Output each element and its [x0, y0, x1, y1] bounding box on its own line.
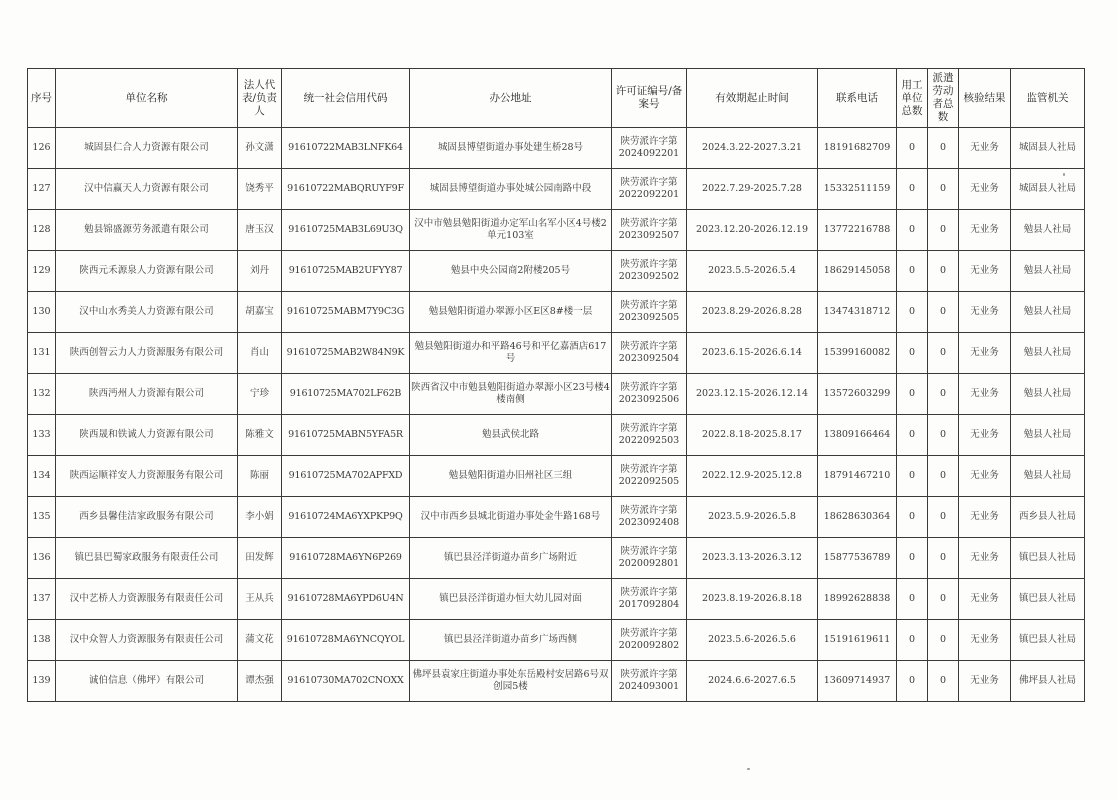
cell-validity: 2023.12.15-2026.12.14: [687, 374, 818, 415]
table-body: [28, 128, 1085, 702]
cell-license: 陕劳派许字第2023092506: [612, 374, 687, 415]
cell-phone: 18628630364: [818, 497, 897, 538]
cell-inspection: 无业务: [959, 456, 1011, 497]
cell-phone: 13772216788: [818, 210, 897, 251]
cell-dispatched-total: 0: [928, 210, 959, 251]
cell-inspection: 无业务: [959, 292, 1011, 333]
cell-legal-rep: 陈雅文: [238, 415, 282, 456]
cell-inspection: 无业务: [959, 374, 1011, 415]
cell-employer-total: 0: [897, 497, 928, 538]
cell-inspection: 无业务: [959, 210, 1011, 251]
cell-seq: 131: [28, 333, 56, 374]
cell-authority: 勉县人社局: [1011, 374, 1085, 415]
cell-phone: 15399160082: [818, 333, 897, 374]
cell-license: 陕劳派许字第2023092504: [612, 333, 687, 374]
cell-license: 陕劳派许字第2023092505: [612, 292, 687, 333]
table-row: [28, 251, 1085, 292]
cell-license: 陕劳派许字第2023092408: [612, 497, 687, 538]
header-seq: 序号: [28, 69, 56, 128]
cell-company: 汉中艺桥人力资源服务有限责任公司: [56, 579, 238, 620]
cell-company: 汉中山水秀美人力资源有限公司: [56, 292, 238, 333]
cell-license: 陕劳派许字第2023092507: [612, 210, 687, 251]
cell-employer-total: 0: [897, 456, 928, 497]
header-employer-total: 用工单位总数: [897, 69, 928, 128]
cell-license: 陕劳派许字第2024093001: [612, 661, 687, 702]
cell-validity: 2022.8.18-2025.8.17: [687, 415, 818, 456]
cell-legal-rep: 陈丽: [238, 456, 282, 497]
cell-address: 勉县勉阳街道办和平路46号和平亿嘉酒店617号: [410, 333, 612, 374]
cell-dispatched-total: 0: [928, 497, 959, 538]
cell-inspection: 无业务: [959, 661, 1011, 702]
cell-phone: 13609714937: [818, 661, 897, 702]
cell-dispatched-total: 0: [928, 374, 959, 415]
cell-inspection: 无业务: [959, 538, 1011, 579]
cell-seq: 126: [28, 128, 56, 169]
cell-legal-rep: 饶秀平: [238, 169, 282, 210]
cell-seq: 133: [28, 415, 56, 456]
cell-seq: 127: [28, 169, 56, 210]
cell-address: 城固县博望街道办事处城公园南路中段: [410, 169, 612, 210]
table-row: [28, 374, 1085, 415]
cell-license: 陕劳派许字第2017092804: [612, 579, 687, 620]
cell-inspection: 无业务: [959, 333, 1011, 374]
cell-address: 汉中市西乡县城北街道办事处金牛路168号: [410, 497, 612, 538]
cell-employer-total: 0: [897, 538, 928, 579]
cell-legal-rep: 刘丹: [238, 251, 282, 292]
cell-validity: 2023.5.5-2026.5.4: [687, 251, 818, 292]
table-header-row: [28, 69, 1085, 128]
cell-address: 勉县勉阳街道办旧州社区三组: [410, 456, 612, 497]
cell-legal-rep: 唐玉汉: [238, 210, 282, 251]
dispatch-registry-table: [27, 68, 1085, 702]
cell-validity: 2023.6.15-2026.6.14: [687, 333, 818, 374]
cell-license: 陕劳派许字第2024092201: [612, 128, 687, 169]
cell-company: 汉中众智人力资源服务有限责任公司: [56, 620, 238, 661]
cell-authority: 勉县人社局: [1011, 251, 1085, 292]
cell-phone: 15877536789: [818, 538, 897, 579]
cell-authority: 镇巴县人社局: [1011, 538, 1085, 579]
cell-inspection: 无业务: [959, 415, 1011, 456]
cell-address: 陕西省汉中市勉县勉阳街道办翠源小区23号楼4楼南侧: [410, 374, 612, 415]
table-row: [28, 333, 1085, 374]
table-row: [28, 128, 1085, 169]
cell-employer-total: 0: [897, 251, 928, 292]
cell-company: 陕西运顺祥安人力资源服务有限公司: [56, 456, 238, 497]
cell-license: 陕劳派许字第2020092802: [612, 620, 687, 661]
cell-phone: 18791467210: [818, 456, 897, 497]
cell-validity: 2022.7.29-2025.7.28: [687, 169, 818, 210]
header-authority: 监管机关: [1011, 69, 1085, 128]
cell-employer-total: 0: [897, 292, 928, 333]
cell-authority: 镇巴县人社局: [1011, 579, 1085, 620]
cell-legal-rep: 孙文潇: [238, 128, 282, 169]
cell-credit-code: 91610730MA702CNOXX: [282, 661, 410, 702]
cell-address: 勉县武侯北路: [410, 415, 612, 456]
cell-license: 陕劳派许字第2023092502: [612, 251, 687, 292]
cell-phone: 18629145058: [818, 251, 897, 292]
cell-validity: 2023.8.29-2026.8.28: [687, 292, 818, 333]
cell-dispatched-total: 0: [928, 538, 959, 579]
header-phone: 联系电话: [818, 69, 897, 128]
cell-seq: 128: [28, 210, 56, 251]
cell-credit-code: 91610725MAB2W84N9K: [282, 333, 410, 374]
cell-address: 城固县博望街道办事处建生桥28号: [410, 128, 612, 169]
cell-inspection: 无业务: [959, 169, 1011, 210]
cell-authority: 西乡县人社局: [1011, 497, 1085, 538]
cell-credit-code: 91610725MA702LF62B: [282, 374, 410, 415]
cell-phone: 13809166464: [818, 415, 897, 456]
cell-license: 陕劳派许字第2022092505: [612, 456, 687, 497]
table-row: [28, 292, 1085, 333]
table-row: [28, 415, 1085, 456]
cell-employer-total: 0: [897, 620, 928, 661]
cell-phone: 15191619611: [818, 620, 897, 661]
cell-company: 陕西元禾源泉人力资源有限公司: [56, 251, 238, 292]
header-license: 许可证编号/备案号: [612, 69, 687, 128]
table-row: [28, 579, 1085, 620]
cell-company: 西乡县馨佳洁家政服务有限公司: [56, 497, 238, 538]
scan-speck: [1063, 173, 1065, 176]
cell-seq: 139: [28, 661, 56, 702]
cell-employer-total: 0: [897, 579, 928, 620]
cell-employer-total: 0: [897, 661, 928, 702]
cell-dispatched-total: 0: [928, 292, 959, 333]
cell-seq: 129: [28, 251, 56, 292]
cell-phone: 13474318712: [818, 292, 897, 333]
cell-inspection: 无业务: [959, 579, 1011, 620]
scan-speck: [747, 768, 750, 770]
cell-employer-total: 0: [897, 415, 928, 456]
cell-address: 佛坪县袁家庄街道办事处东岳殿村安居路6号双创园5楼: [410, 661, 612, 702]
cell-inspection: 无业务: [959, 128, 1011, 169]
cell-validity: 2022.12.9-2025.12.8: [687, 456, 818, 497]
cell-seq: 135: [28, 497, 56, 538]
cell-authority: 镇巴县人社局: [1011, 620, 1085, 661]
cell-license: 陕劳派许字第2022092201: [612, 169, 687, 210]
cell-validity: 2024.3.22-2027.3.21: [687, 128, 818, 169]
cell-inspection: 无业务: [959, 251, 1011, 292]
cell-employer-total: 0: [897, 333, 928, 374]
cell-employer-total: 0: [897, 210, 928, 251]
cell-seq: 136: [28, 538, 56, 579]
cell-dispatched-total: 0: [928, 169, 959, 210]
cell-company: 城固县仁合人力资源有限公司: [56, 128, 238, 169]
cell-company: 镇巴县巴蜀家政服务有限责任公司: [56, 538, 238, 579]
cell-license: 陕劳派许字第2022092503: [612, 415, 687, 456]
cell-phone: 18992628838: [818, 579, 897, 620]
cell-seq: 132: [28, 374, 56, 415]
cell-legal-rep: 蒲文花: [238, 620, 282, 661]
cell-credit-code: 91610724MA6YXPKP9Q: [282, 497, 410, 538]
cell-authority: 勉县人社局: [1011, 456, 1085, 497]
cell-credit-code: 91610725MAB3L69U3Q: [282, 210, 410, 251]
table-row: [28, 169, 1085, 210]
cell-company: 诚伯信息（佛坪）有限公司: [56, 661, 238, 702]
cell-credit-code: 91610725MABN5YFA5R: [282, 415, 410, 456]
cell-credit-code: 91610728MA6YPD6U4N: [282, 579, 410, 620]
cell-seq: 138: [28, 620, 56, 661]
header-address: 办公地址: [410, 69, 612, 128]
cell-validity: 2023.3.13-2026.3.12: [687, 538, 818, 579]
cell-credit-code: 91610728MA6YN6P269: [282, 538, 410, 579]
cell-company: 陕西晟和铁诚人力资源有限公司: [56, 415, 238, 456]
cell-dispatched-total: 0: [928, 415, 959, 456]
cell-legal-rep: 肖山: [238, 333, 282, 374]
cell-validity: 2023.8.19-2026.8.18: [687, 579, 818, 620]
cell-legal-rep: 王从兵: [238, 579, 282, 620]
cell-authority: 勉县人社局: [1011, 210, 1085, 251]
cell-inspection: 无业务: [959, 497, 1011, 538]
cell-authority: 勉县人社局: [1011, 333, 1085, 374]
cell-dispatched-total: 0: [928, 620, 959, 661]
cell-seq: 137: [28, 579, 56, 620]
cell-dispatched-total: 0: [928, 661, 959, 702]
cell-dispatched-total: 0: [928, 579, 959, 620]
cell-authority: 勉县人社局: [1011, 415, 1085, 456]
cell-dispatched-total: 0: [928, 333, 959, 374]
cell-inspection: 无业务: [959, 620, 1011, 661]
cell-legal-rep: 谭杰强: [238, 661, 282, 702]
cell-credit-code: 91610725MABM7Y9C3G: [282, 292, 410, 333]
table-row: [28, 538, 1085, 579]
cell-credit-code: 91610722MAB3LNFK64: [282, 128, 410, 169]
table-row: [28, 210, 1085, 251]
table-row: [28, 661, 1085, 702]
cell-company: 汉中信赢天人力资源有限公司: [56, 169, 238, 210]
table-row: [28, 497, 1085, 538]
cell-legal-rep: 田发辉: [238, 538, 282, 579]
cell-dispatched-total: 0: [928, 251, 959, 292]
cell-dispatched-total: 0: [928, 456, 959, 497]
cell-dispatched-total: 0: [928, 128, 959, 169]
cell-legal-rep: 胡嘉宝: [238, 292, 282, 333]
cell-employer-total: 0: [897, 128, 928, 169]
cell-address: 勉县中央公园商2附楼205号: [410, 251, 612, 292]
cell-legal-rep: 李小娟: [238, 497, 282, 538]
cell-credit-code: 91610728MA6YNCQYOL: [282, 620, 410, 661]
cell-seq: 134: [28, 456, 56, 497]
cell-validity: 2024.6.6-2027.6.5: [687, 661, 818, 702]
cell-validity: 2023.5.9-2026.5.8: [687, 497, 818, 538]
cell-authority: 城固县人社局: [1011, 169, 1085, 210]
cell-authority: 勉县人社局: [1011, 292, 1085, 333]
cell-credit-code: 91610725MA702APFXD: [282, 456, 410, 497]
cell-address: 汉中市勉县勉阳街道办定军山名军小区4号楼2单元103室: [410, 210, 612, 251]
header-company: 单位名称: [56, 69, 238, 128]
cell-address: 勉县勉阳街道办翠源小区E区8#楼一层: [410, 292, 612, 333]
cell-legal-rep: 宁珍: [238, 374, 282, 415]
cell-seq: 130: [28, 292, 56, 333]
cell-address: 镇巴县泾洋街道办恒大幼儿园对面: [410, 579, 612, 620]
cell-license: 陕劳派许字第2020092801: [612, 538, 687, 579]
cell-credit-code: 91610725MAB2UFYY87: [282, 251, 410, 292]
cell-authority: 城固县人社局: [1011, 128, 1085, 169]
header-legal-rep: 法人代表/负责人: [238, 69, 282, 128]
cell-company: 勉县锦盛源劳务派遣有限公司: [56, 210, 238, 251]
cell-phone: 18191682709: [818, 128, 897, 169]
cell-credit-code: 91610722MABQRUYF9F: [282, 169, 410, 210]
header-validity: 有效期起止时间: [687, 69, 818, 128]
table-row: [28, 620, 1085, 661]
cell-company: 陕西创智云力人力资源服务有限公司: [56, 333, 238, 374]
cell-validity: 2023.5.6-2026.5.6: [687, 620, 818, 661]
cell-phone: 15332511159: [818, 169, 897, 210]
header-credit-code: 统一社会信用代码: [282, 69, 410, 128]
cell-address: 镇巴县泾洋街道办苗乡广场西侧: [410, 620, 612, 661]
cell-phone: 13572603299: [818, 374, 897, 415]
cell-employer-total: 0: [897, 374, 928, 415]
table-row: [28, 456, 1085, 497]
header-inspection: 核验结果: [959, 69, 1011, 128]
header-dispatched-total: 派遣劳动者总数: [928, 69, 959, 128]
cell-validity: 2023.12.20-2026.12.19: [687, 210, 818, 251]
cell-employer-total: 0: [897, 169, 928, 210]
cell-address: 镇巴县泾洋街道办苗乡广场附近: [410, 538, 612, 579]
cell-authority: 佛坪县人社局: [1011, 661, 1085, 702]
cell-company: 陕西沔州人力资源有限公司: [56, 374, 238, 415]
